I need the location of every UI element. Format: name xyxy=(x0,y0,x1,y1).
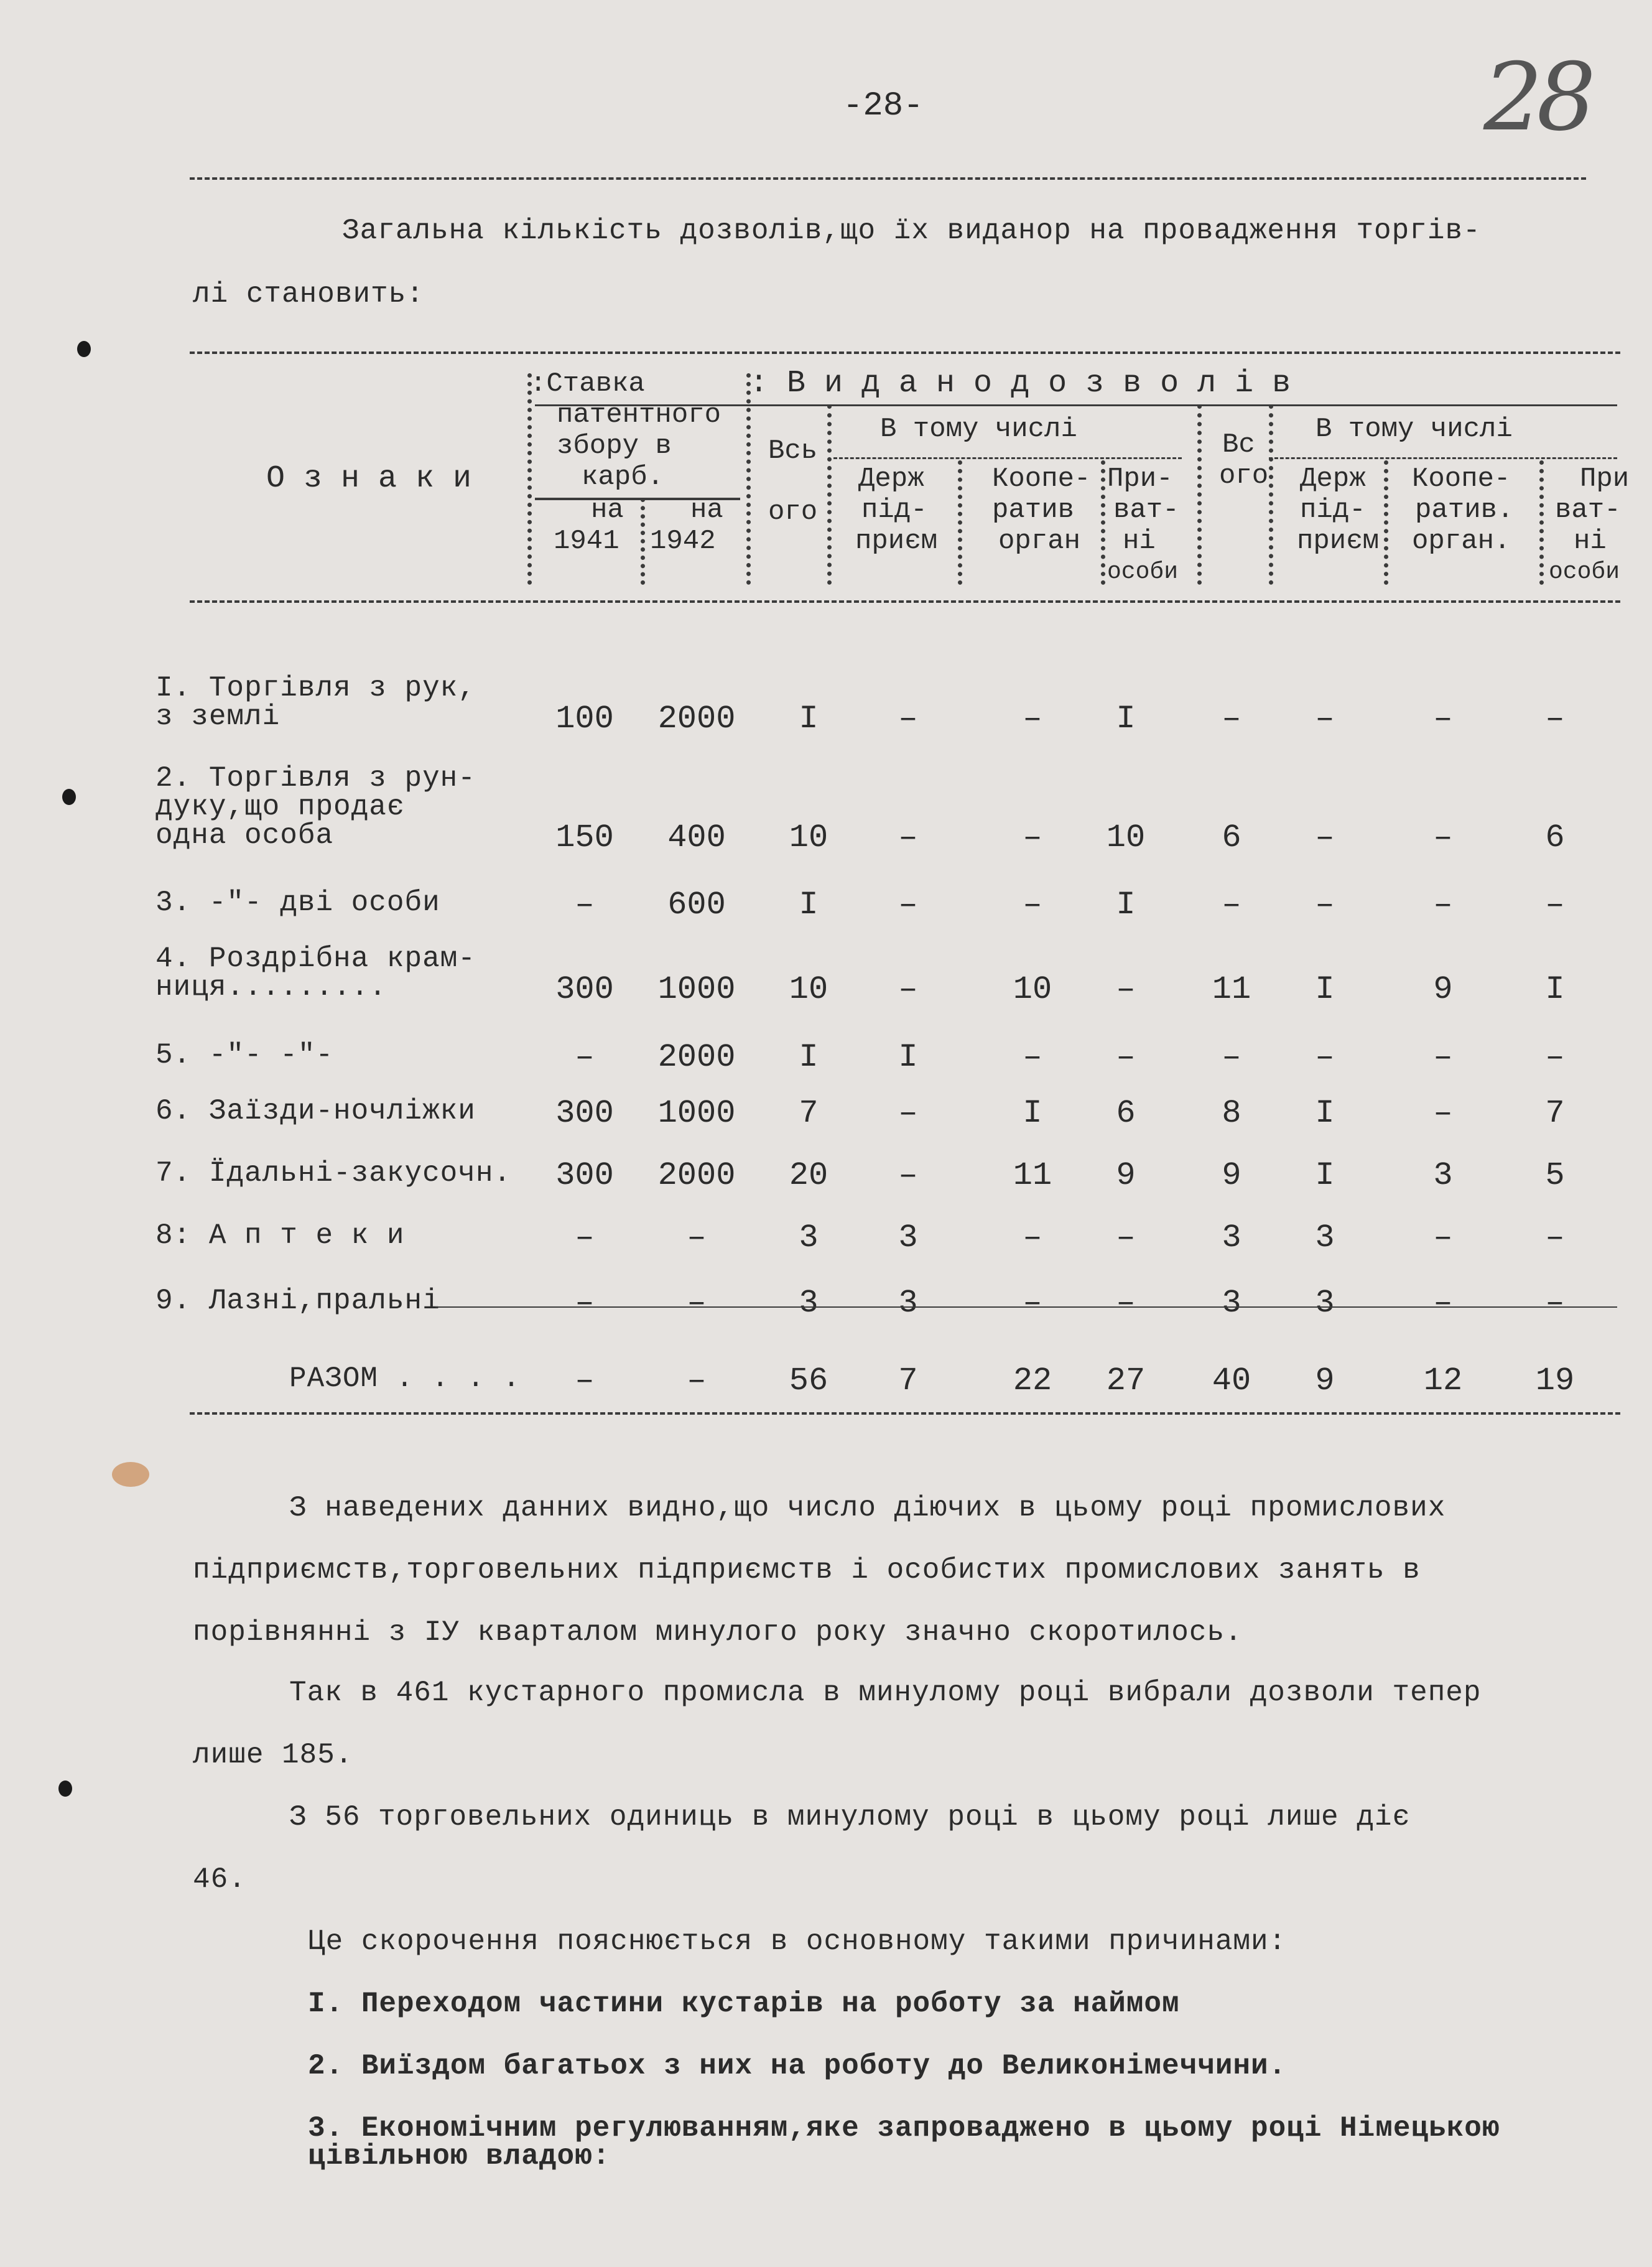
permit-count-cell: – xyxy=(898,1157,918,1194)
total-permit-count-cell: 9 xyxy=(1315,1362,1335,1399)
table-bottom-rule xyxy=(190,1412,1620,1415)
permit-count-cell: І xyxy=(1315,1095,1335,1132)
permit-count-cell: 3 xyxy=(1222,1285,1241,1321)
header-state-b-2: під- xyxy=(1300,495,1366,526)
header-state-b-1: Держ xyxy=(1300,463,1366,495)
permit-count-cell: І xyxy=(1545,971,1565,1008)
rate-1941-cell: 300 xyxy=(555,1157,614,1194)
total-rate-1941-cell: – xyxy=(575,1362,595,1399)
header-coop-a-1: Коопе- xyxy=(992,463,1091,495)
permit-count-cell: – xyxy=(1545,701,1565,737)
column-divider xyxy=(1197,404,1202,585)
permit-count-cell: – xyxy=(898,1095,918,1132)
permit-count-cell: 3 xyxy=(799,1219,819,1256)
permit-count-cell: 3 xyxy=(898,1219,918,1256)
permit-count-cell: – xyxy=(1116,1285,1136,1321)
column-divider xyxy=(527,373,532,585)
stain-mark xyxy=(112,1462,149,1487)
reason-item: 3. Економічним регулюванням,яке запроваджено в цьому році Німецькою xyxy=(308,2112,1500,2144)
permit-count-cell: – xyxy=(1023,887,1042,923)
permit-count-cell: І xyxy=(1116,701,1136,737)
rate-1941-cell: 100 xyxy=(555,701,614,737)
rate-1942-cell: 600 xyxy=(667,887,726,923)
reason-item: І. Переходом частини кустарів на роботу за наймом xyxy=(308,1988,1180,2020)
permit-count-cell: І xyxy=(799,701,819,737)
row-label: з землі xyxy=(155,701,281,733)
header-state-b-3: приєм xyxy=(1297,526,1380,557)
header-priv-b-4: особи xyxy=(1549,559,1620,585)
total-permit-count-cell: 12 xyxy=(1423,1362,1463,1399)
permit-count-cell: 10 xyxy=(1106,819,1146,856)
rate-1941-cell: 300 xyxy=(555,971,614,1008)
column-divider xyxy=(641,498,645,585)
permit-count-cell: 10 xyxy=(1013,971,1052,1008)
header-priv-a-4: особи xyxy=(1107,559,1179,585)
permit-count-cell: – xyxy=(1433,1285,1453,1321)
paragraph-line: Це скорочення пояснюється в основному такими причинами: xyxy=(308,1925,1287,1958)
header-priv-a-1: При- xyxy=(1107,463,1173,495)
rate-1942-cell: 1000 xyxy=(657,971,736,1008)
column-divider xyxy=(746,373,751,585)
punch-hole xyxy=(77,341,91,357)
permit-count-cell: І xyxy=(1315,1157,1335,1194)
permit-count-cell: – xyxy=(1315,819,1335,856)
row-label: 5. -"- -"- xyxy=(155,1039,334,1071)
permit-count-cell: – xyxy=(898,701,918,737)
reason-item: 2. Виїздом багатьох з них на роботу до Великонімеччини. xyxy=(308,2050,1287,2082)
column-divider xyxy=(1269,404,1273,585)
header-on-1942: на xyxy=(690,495,723,526)
permit-count-cell: – xyxy=(1116,1219,1136,1256)
rate-1942-cell: 2000 xyxy=(657,1039,736,1076)
permit-count-cell: – xyxy=(1023,819,1042,856)
column-divider xyxy=(827,404,832,585)
header-coop-b-3: орган. xyxy=(1412,526,1511,557)
row-label: 8: А п т е к и xyxy=(155,1219,405,1252)
paragraph-line: Так в 461 кустарного промисла в минулому році вибрали дозволи тепер xyxy=(289,1677,1482,1709)
permit-count-cell: – xyxy=(1023,1039,1042,1076)
permit-count-cell: 11 xyxy=(1013,1157,1052,1194)
rate-1941-cell: – xyxy=(575,1219,595,1256)
page-number: -28- xyxy=(843,87,924,125)
permit-count-cell: 3 xyxy=(1315,1219,1335,1256)
header-issued-permits: : В и д а н о д о з в о л і в xyxy=(749,366,1291,401)
header-priv-b-2: ват- xyxy=(1555,495,1621,526)
rate-1942-cell: 400 xyxy=(667,819,726,856)
permit-count-cell: 20 xyxy=(789,1157,828,1194)
header-total-a-2: ого xyxy=(768,496,818,528)
header-priv-a-3: ні xyxy=(1123,526,1156,557)
table-header-rule xyxy=(190,600,1620,603)
rate-1942-cell: – xyxy=(687,1219,707,1256)
permit-count-cell: – xyxy=(1023,701,1042,737)
paragraph-line: З наведених данних видно,що число діючих в цьому році промислових xyxy=(289,1492,1446,1524)
header-total-b-2: ого xyxy=(1219,460,1269,491)
permit-count-cell: 3 xyxy=(898,1285,918,1321)
header-rate-4: карб. xyxy=(582,462,664,493)
punch-hole xyxy=(62,789,76,805)
permit-count-cell: 7 xyxy=(799,1095,819,1132)
row-label: 6. Заїзди-ночліжки xyxy=(155,1095,476,1127)
permit-count-cell: І xyxy=(799,887,819,923)
intro-line-2: лі становить: xyxy=(193,278,424,310)
permit-count-cell: – xyxy=(1116,971,1136,1008)
header-rate-1: :Ставка xyxy=(530,368,645,399)
header-year-1941: 1941 xyxy=(554,526,620,557)
header-on-1941: на xyxy=(591,495,624,526)
permit-count-cell: – xyxy=(1222,1039,1241,1076)
paragraph-line: З 56 торговельних одиниць в минулому році в цьому році лише діє xyxy=(289,1801,1411,1833)
permit-count-cell: 3 xyxy=(1433,1157,1453,1194)
paragraph-line: лише 185. xyxy=(193,1739,353,1771)
column-divider xyxy=(1384,460,1388,585)
rate-1942-cell: 1000 xyxy=(657,1095,736,1132)
rate-1941-cell: – xyxy=(575,887,595,923)
permit-count-cell: – xyxy=(1433,887,1453,923)
total-row-label: РАЗОМ . . . . xyxy=(289,1362,521,1395)
row-label: 2. Торгівля з рун- xyxy=(155,762,476,794)
punch-hole xyxy=(58,1781,72,1797)
header-incl-a: В тому числі xyxy=(880,414,1077,445)
permit-count-cell: І xyxy=(898,1039,918,1076)
permit-count-cell: 10 xyxy=(789,971,828,1008)
row-label: 4. Роздрібна крам- xyxy=(155,943,476,975)
permit-count-cell: 6 xyxy=(1545,819,1565,856)
paragraph-line: 46. xyxy=(193,1863,246,1896)
header-state-a-2: під- xyxy=(861,495,927,526)
permit-count-cell: 3 xyxy=(1222,1219,1241,1256)
row-label: дуку,що продає xyxy=(155,791,405,823)
permit-count-cell: – xyxy=(1433,819,1453,856)
header-rate-3: збору в xyxy=(557,431,672,462)
permit-count-cell: – xyxy=(1023,1219,1042,1256)
rate-1942-cell: 2000 xyxy=(657,1157,736,1194)
header-total-a-1: Всь xyxy=(768,435,818,467)
permit-count-cell: – xyxy=(898,819,918,856)
rate-1941-cell: 150 xyxy=(555,819,614,856)
header-priv-a-2: ват- xyxy=(1113,495,1179,526)
permit-count-cell: 7 xyxy=(1545,1095,1565,1132)
total-permit-count-cell: 19 xyxy=(1535,1362,1575,1399)
permit-count-cell: 6 xyxy=(1222,819,1241,856)
permit-count-cell: – xyxy=(1433,1219,1453,1256)
row-label: одна особа xyxy=(155,819,334,852)
header-priv-b-3: ні xyxy=(1574,526,1607,557)
permit-count-cell: – xyxy=(1116,1039,1136,1076)
permit-count-cell: – xyxy=(1315,701,1335,737)
table-top-rule xyxy=(190,351,1620,354)
header-coop-b-2: ратив. xyxy=(1415,495,1514,526)
total-permit-count-cell: 7 xyxy=(898,1362,918,1399)
archive-folio-number: 28 xyxy=(1483,44,1590,152)
permit-count-cell: 8 xyxy=(1222,1095,1241,1132)
total-permit-count-cell: 56 xyxy=(789,1362,828,1399)
permit-count-cell: – xyxy=(1433,1095,1453,1132)
permit-count-cell: – xyxy=(1023,1285,1042,1321)
rate-1941-cell: – xyxy=(575,1285,595,1321)
column-divider xyxy=(1101,460,1105,585)
permit-count-cell: І xyxy=(1315,971,1335,1008)
permit-count-cell: – xyxy=(1545,1219,1565,1256)
column-divider xyxy=(958,460,962,585)
permit-count-cell: – xyxy=(1315,1039,1335,1076)
paragraph-line: порівнянні з ІУ кварталом минулого року значно скоротилось. xyxy=(193,1616,1243,1649)
header-state-a-1: Держ xyxy=(858,463,924,495)
separator-line xyxy=(190,177,1586,180)
header-total-b-1: Вс xyxy=(1222,429,1255,460)
reason-item: цівільною владою: xyxy=(308,2140,611,2172)
header-rule-subgroup-b xyxy=(1269,457,1617,459)
column-divider xyxy=(1539,460,1544,585)
row-label: ниця......... xyxy=(155,971,387,1003)
permit-count-cell: 9 xyxy=(1116,1157,1136,1194)
header-incl-b: В тому числі xyxy=(1316,414,1513,445)
paragraph-line: підприємств,торговельних підприємств і особистих промислових занять в xyxy=(193,1554,1421,1586)
total-permit-count-cell: 22 xyxy=(1013,1362,1052,1399)
header-rule-subgroup-a xyxy=(833,457,1182,459)
permit-count-cell: – xyxy=(1545,887,1565,923)
row-label: 3. -"- дві особи xyxy=(155,887,440,919)
permit-count-cell: – xyxy=(1315,887,1335,923)
header-coop-a-2: ратив xyxy=(992,495,1075,526)
permit-count-cell: 10 xyxy=(789,819,828,856)
header-priv-b-1: При xyxy=(1580,463,1630,495)
header-rate-2: патентного xyxy=(557,399,722,431)
rate-1942-cell: 2000 xyxy=(657,701,736,737)
rate-1942-cell: – xyxy=(687,1285,707,1321)
header-coop-a-3: орган xyxy=(998,526,1081,557)
header-indicators: О з н а к и xyxy=(266,461,472,496)
total-rate-1942-cell: – xyxy=(687,1362,707,1399)
permit-count-cell: 5 xyxy=(1545,1157,1565,1194)
permit-count-cell: 6 xyxy=(1116,1095,1136,1132)
row-9-underline xyxy=(435,1306,1617,1308)
permit-count-cell: І xyxy=(1023,1095,1042,1132)
permit-count-cell: – xyxy=(898,971,918,1008)
permit-count-cell: – xyxy=(1222,701,1241,737)
rate-1941-cell: – xyxy=(575,1039,595,1076)
total-permit-count-cell: 27 xyxy=(1106,1362,1146,1399)
permit-count-cell: 3 xyxy=(1315,1285,1335,1321)
permit-count-cell: – xyxy=(1433,1039,1453,1076)
permit-count-cell: 3 xyxy=(799,1285,819,1321)
header-coop-b-1: Коопе- xyxy=(1412,463,1511,495)
permit-count-cell: 11 xyxy=(1212,971,1251,1008)
rate-1941-cell: 300 xyxy=(555,1095,614,1132)
intro-line-1: Загальна кількість дозволів,що їх виданор на провадження торгів- xyxy=(342,215,1481,247)
permit-count-cell: – xyxy=(898,887,918,923)
permit-count-cell: І xyxy=(799,1039,819,1076)
header-year-1942: 1942 xyxy=(650,526,716,557)
header-state-a-3: приєм xyxy=(855,526,938,557)
permit-count-cell: 9 xyxy=(1222,1157,1241,1194)
permit-count-cell: 9 xyxy=(1433,971,1453,1008)
row-label: 9. Лазні,пральні xyxy=(155,1285,440,1317)
permit-count-cell: – xyxy=(1433,701,1453,737)
permit-count-cell: І xyxy=(1116,887,1136,923)
permit-count-cell: – xyxy=(1545,1039,1565,1076)
row-label: 7. Їдальні-закусочн. xyxy=(155,1157,512,1189)
permit-count-cell: – xyxy=(1545,1285,1565,1321)
permit-count-cell: – xyxy=(1222,887,1241,923)
row-label: І. Торгівля з рук, xyxy=(155,672,476,704)
total-permit-count-cell: 40 xyxy=(1212,1362,1251,1399)
